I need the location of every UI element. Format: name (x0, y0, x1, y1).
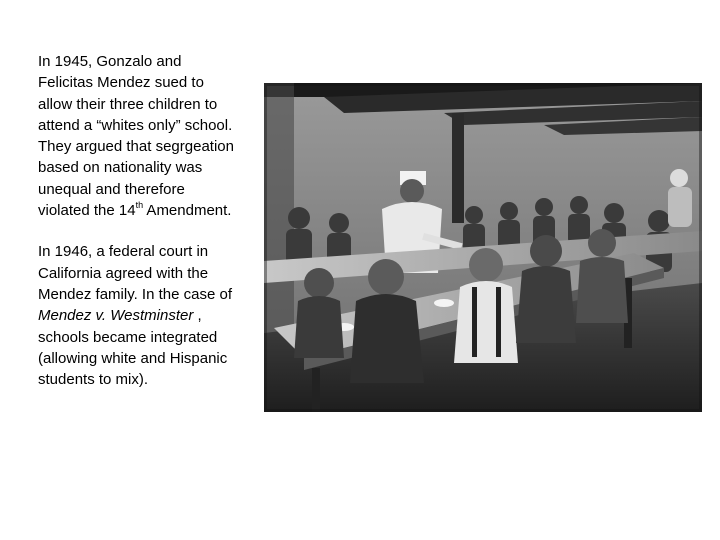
lunchroom-photo-illustration (264, 83, 702, 412)
text-block (38, 51, 234, 390)
paragraph1-text: In 1945, Gonzalo and Felicitas Mendez sued to allow their three children to attend a “whites only” school. They argued that segrgeation based on nationality was unequal and therefore violated the 14 (38, 53, 234, 220)
paragraph-court-ruling (38, 241, 234, 390)
paragraph2-text-after: , schools became integrated (allowing white and Hispanic students to mix). (38, 307, 228, 389)
paragraph-mendez-lawsuit (38, 51, 234, 221)
paragraph2-text-before: In 1946, a federal court in California agreed with the Mendez family. In the case of (38, 243, 232, 303)
lunchroom-photo (264, 83, 702, 412)
paragraph1-text-after: Amendment. (143, 202, 232, 220)
case-name: Mendez v. Westminster (38, 307, 194, 325)
ordinal-superscript: th (135, 200, 144, 211)
